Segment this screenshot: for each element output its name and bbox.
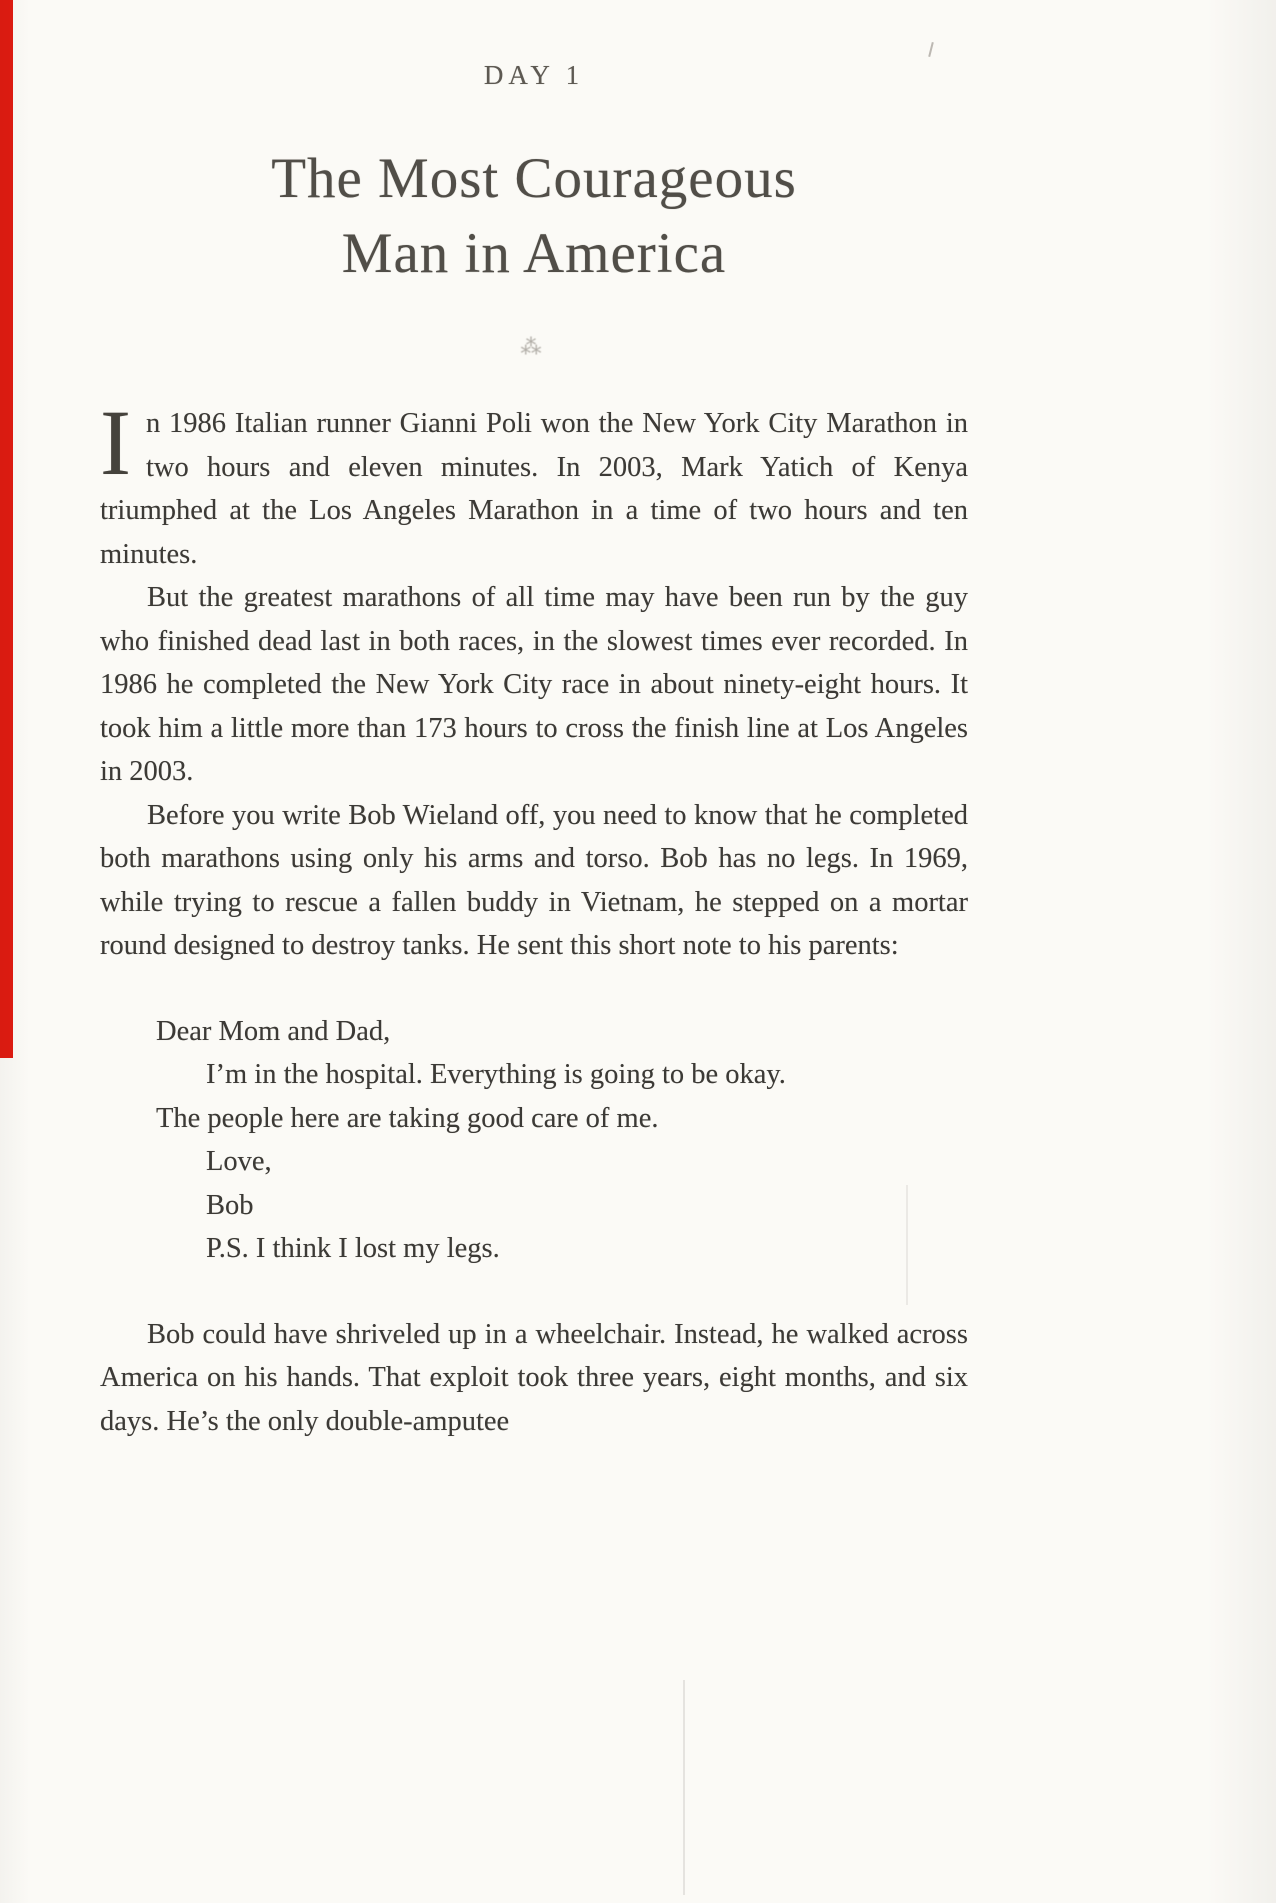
page-header: DAY 1 <box>483 60 585 90</box>
body-text <box>100 392 968 1443</box>
letter-line-body-1: I’m in the hospital. Everything is going to be okay. <box>206 1059 786 1090</box>
letter-block <box>156 1010 968 1271</box>
letter-line-salutation: Dear Mom and Dad, <box>156 1015 391 1047</box>
paragraph-opening-text: n 1986 Italian runner Gianni Poli won the New York City Marathon in two hours and eleven minutes. In 2003, Mark Yatich of Kenya triumphed at the Los Angeles Marathon in a time of two hours and ten minutes. <box>100 408 968 570</box>
letter-line-closing: Love, <box>206 1146 272 1177</box>
letter-line-signature: Bob <box>206 1189 254 1221</box>
letter-line-body-2: The people here are taking good care of me. <box>156 1102 659 1134</box>
chapter-title-line-1: The Most Courageous <box>271 147 797 210</box>
drop-cap: I <box>100 392 131 495</box>
scan-artifact-strip <box>0 0 13 1058</box>
paragraph-opening <box>100 392 968 576</box>
chapter-title <box>100 141 968 291</box>
page-edge-shade-right <box>1206 0 1276 1903</box>
paragraph-2: But the greatest marathons of all time may have been run by the guy who finished dead last in both races, in the slowest times ever recorded. In 1986 he completed the New York City race in about ninety-eight hours. It took him a little more than 173 hours to cross the finish line at Los Angeles in 2003. <box>100 582 968 787</box>
section-ornament: ⁂ <box>520 335 548 359</box>
paragraph-3: Before you write Bob Wieland off, you need to know that he completed both marathons using only his arms and torso. Bob has no legs. In 1969, while trying to rescue a fallen buddy in Vietnam, he stepped on a mortar round designed to destroy tanks. He sent this short note to his parents: <box>100 799 968 961</box>
letter-line-postscript: P.S. I think I lost my legs. <box>206 1233 500 1264</box>
text-column <box>100 0 968 1443</box>
scan-crease-bottom <box>683 1680 685 1895</box>
paragraph-4: Bob could have shriveled up in a wheelchair. Instead, he walked across America on his hands. That exploit took three years, eight months, and six days. He’s the only double-amputee <box>100 1318 968 1437</box>
chapter-title-line-2: Man in America <box>341 222 727 285</box>
